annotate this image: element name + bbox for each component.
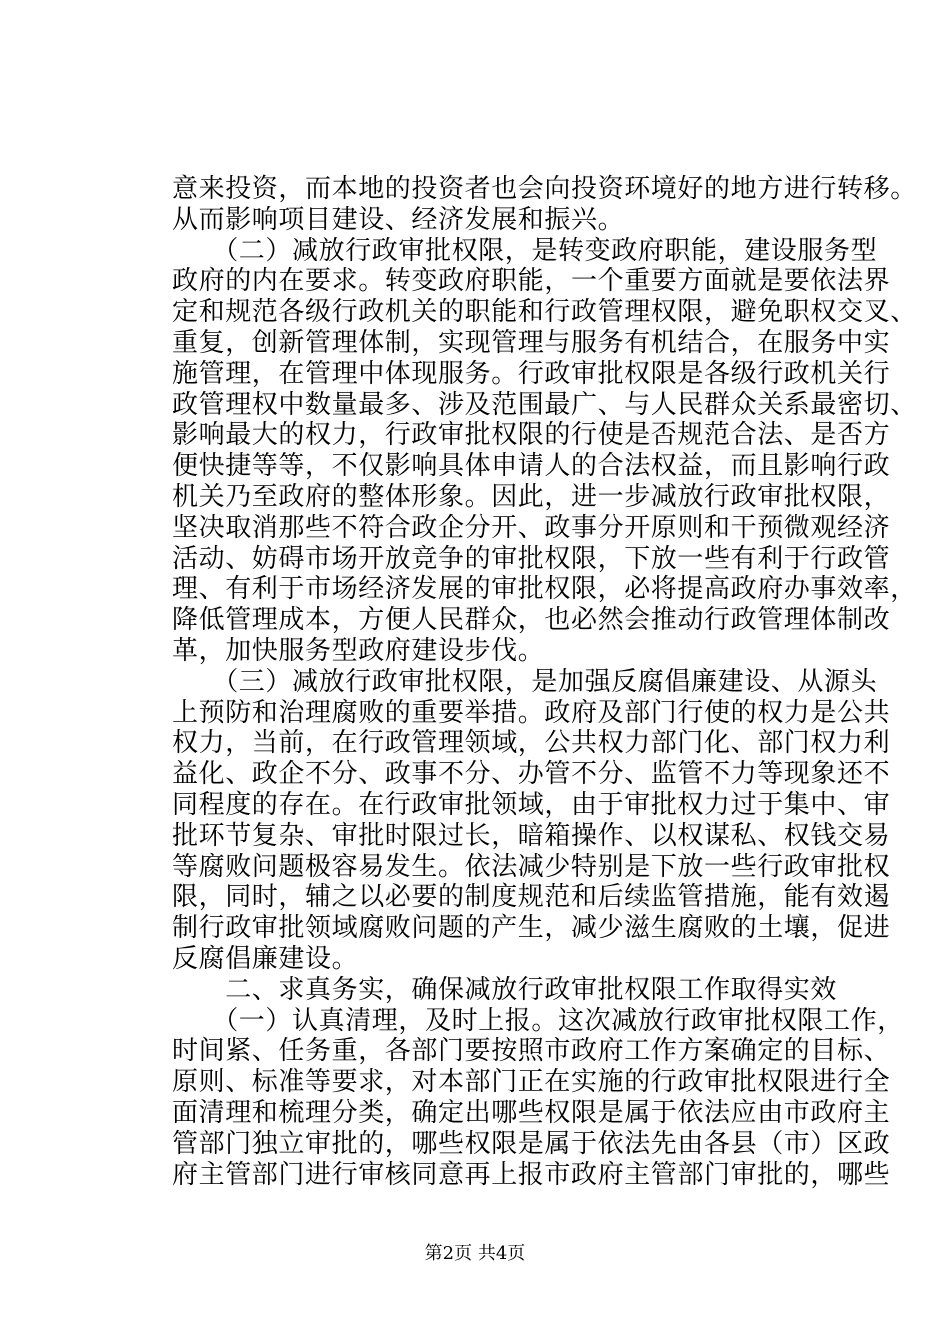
document-body xyxy=(172,174,917,1190)
text-line: 批环节复杂、审批时限过长，暗箱操作、以权谋私、权钱交易 xyxy=(172,820,891,851)
text-line: 同程度的存在。在行政审批领域，由于审批权力过于集中、审 xyxy=(172,789,891,820)
text-line: 定和规范各级行政机关的职能和行政管理权限，避免职权交叉、 xyxy=(172,297,917,328)
text-line: 降低管理成本，方便人民群众，也必然会推动行政管理体制改 xyxy=(172,605,891,636)
text-line: 活动、妨碍市场开放竞争的审批权限，下放一些有利于行政管 xyxy=(172,543,891,574)
text-line: （二）减放行政审批权限，是转变政府职能，建设服务型 xyxy=(172,235,878,266)
text-line: 坚决取消那些不符合政企分开、政事分开原则和干预微观经济 xyxy=(172,512,891,543)
text-line: 影响最大的权力，行政审批权限的行使是否规范合法、是否方 xyxy=(172,420,891,451)
text-line: 便快捷等等，不仅影响具体申请人的合法权益，而且影响行政 xyxy=(172,451,891,482)
text-line: 原则、标准等要求，对本部门正在实施的行政审批权限进行全 xyxy=(172,1067,891,1098)
text-line: 反腐倡廉建设。 xyxy=(172,943,359,974)
text-line: 重复，创新管理体制，实现管理与服务有机结合，在服务中实 xyxy=(172,327,891,358)
text-line: 时间紧、任务重，各部门要按照市政府工作方案确定的目标、 xyxy=(172,1036,891,1067)
text-line: （三）减放行政审批权限，是加强反腐倡廉建设、从源头 xyxy=(172,666,878,697)
page-footer: 第2页 共4页 xyxy=(424,1243,526,1264)
text-line: 理、有利于市场经济发展的审批权限，必将提高政府办事效率， xyxy=(172,574,917,605)
text-line: 权力，当前，在行政管理领域，公共权力部门化、部门权力利 xyxy=(172,728,891,759)
text-line: 上预防和治理腐败的重要举措。政府及部门行使的权力是公共 xyxy=(172,697,891,728)
text-line: （一）认真清理，及时上报。这次减放行政审批权限工作， xyxy=(172,1005,904,1036)
text-line: 府主管部门进行审核同意再上报市政府主管部门审批的，哪些 xyxy=(172,1159,891,1190)
text-line: 施管理，在管理中体现服务。行政审批权限是各级行政机关行 xyxy=(172,358,891,389)
text-line: 机关乃至政府的整体形象。因此，进一步减放行政审批权限， xyxy=(172,481,891,512)
text-line: 管部门独立审批的，哪些权限是属于依法先由各县（市）区政 xyxy=(172,1128,891,1159)
text-line: 制行政审批领域腐败问题的产生，减少滋生腐败的土壤，促进 xyxy=(172,913,891,944)
text-line: 意来投资，而本地的投资者也会向投资环境好的地方进行转移。 xyxy=(172,174,917,204)
text-line: 益化、政企不分、政事不分、办管不分、监管不力等现象还不 xyxy=(172,759,891,790)
text-line: 政府的内在要求。转变政府职能，一个重要方面就是要依法界 xyxy=(172,266,891,297)
text-line: 政管理权中数量最多、涉及范围最广、与人民群众关系最密切、 xyxy=(172,389,917,420)
text-line: 限，同时，辅之以必要的制度规范和后续监管措施，能有效遏 xyxy=(172,882,891,913)
text-line: 革，加快服务型政府建设步伐。 xyxy=(172,635,545,666)
text-line: 面清理和梳理分类，确定出哪些权限是属于依法应由市政府主 xyxy=(172,1097,891,1128)
text-line: 等腐败问题极容易发生。依法减少特别是下放一些行政审批权 xyxy=(172,851,891,882)
text-line: 二、求真务实，确保减放行政审批权限工作取得实效 xyxy=(172,974,838,1005)
text-line: 从而影响项目建设、经济发展和振兴。 xyxy=(172,204,625,235)
